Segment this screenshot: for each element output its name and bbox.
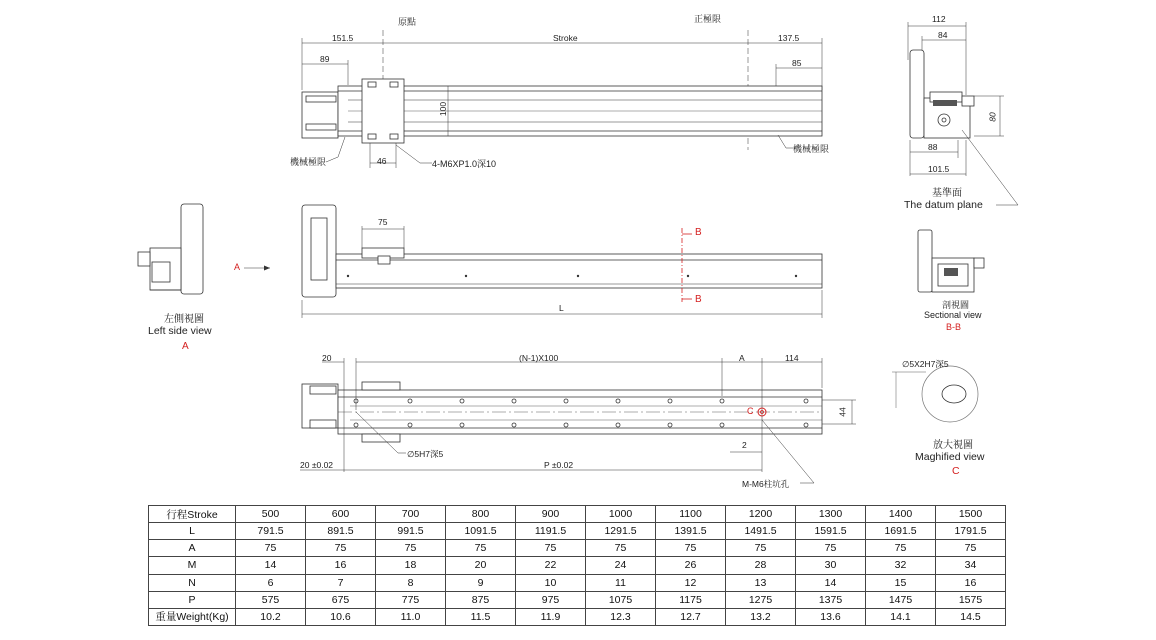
dim-80: 80 [987, 112, 998, 122]
table-cell: 15 [866, 574, 936, 591]
table-cell: 9 [446, 574, 516, 591]
table-cell: 32 [866, 557, 936, 574]
table-cell: 791.5 [236, 523, 306, 540]
table-cell: 14 [796, 574, 866, 591]
table-cell: 1200 [726, 506, 796, 523]
mech-limit-right: 機械極限 [793, 144, 830, 154]
table-cell: 1375 [796, 591, 866, 608]
row-header: 重量Weight(Kg) [149, 608, 236, 625]
arrow-a-label: A [234, 262, 241, 272]
table-cell: 900 [516, 506, 586, 523]
table-cell: 891.5 [306, 523, 376, 540]
dim-84: 84 [938, 30, 948, 40]
dim-L: L [559, 303, 564, 313]
table-cell: 11.5 [446, 608, 516, 625]
dim-stroke: Stroke [553, 33, 578, 43]
table-cell: 10.2 [236, 608, 306, 625]
datum-en: The datum plane [904, 199, 983, 211]
table-cell: 10.6 [306, 608, 376, 625]
table-cell: 700 [376, 506, 446, 523]
table-cell: 1791.5 [936, 523, 1006, 540]
table-cell: 1291.5 [586, 523, 656, 540]
dim-100: 100 [438, 101, 449, 117]
section-mark-bottom: B [695, 294, 702, 305]
table-cell: 1691.5 [866, 523, 936, 540]
table-cell: 75 [796, 540, 866, 557]
dim-114: 114 [785, 353, 799, 363]
table-cell: 16 [936, 574, 1006, 591]
table-cell: 75 [726, 540, 796, 557]
table-cell: 75 [866, 540, 936, 557]
table-cell: 800 [446, 506, 516, 523]
table-cell: 1175 [656, 591, 726, 608]
table-cell: 1191.5 [516, 523, 586, 540]
table-row [149, 591, 1006, 608]
table-cell: 18 [376, 557, 446, 574]
section-mark-top: B [695, 227, 702, 238]
table-cell: 1000 [586, 506, 656, 523]
callout-c: C [747, 406, 754, 416]
table-cell: 11 [586, 574, 656, 591]
table-cell: 1091.5 [446, 523, 516, 540]
table-cell: 75 [656, 540, 726, 557]
left-view-title-en: Left side view [148, 325, 212, 337]
dim-46: 46 [377, 156, 387, 166]
section-title-cn: 剖視圖 [942, 300, 970, 310]
table-cell: 1100 [656, 506, 726, 523]
table-cell: 75 [376, 540, 446, 557]
row-header: L [149, 523, 236, 540]
table-cell: 13.6 [796, 608, 866, 625]
datum-cn: 基準面 [932, 188, 962, 199]
table-row [149, 574, 1006, 591]
dim-44: 44 [837, 407, 848, 417]
table-cell: 24 [586, 557, 656, 574]
table-cell: 75 [446, 540, 516, 557]
table-cell: 75 [586, 540, 656, 557]
left-view-ref: A [182, 341, 189, 352]
row-header: A [149, 540, 236, 557]
dim-2: 2 [742, 440, 747, 450]
table-cell: 1475 [866, 591, 936, 608]
table-cell: 75 [936, 540, 1006, 557]
table-cell: 11.9 [516, 608, 586, 625]
table-row [149, 540, 1006, 557]
table-cell: 1575 [936, 591, 1006, 608]
table-cell: 991.5 [376, 523, 446, 540]
table-cell: 1391.5 [656, 523, 726, 540]
dim-20-tol: 20 ±0.02 [300, 460, 334, 470]
dim-A: A [739, 353, 745, 363]
table-cell: 22 [516, 557, 586, 574]
table-cell: 8 [376, 574, 446, 591]
dim-88: 88 [928, 142, 938, 152]
table-row [149, 506, 1006, 523]
thread-label: 4-M6XP1.0深10 [432, 159, 497, 169]
dim-20: 20 [322, 353, 332, 363]
dim-85: 85 [792, 58, 802, 68]
table-cell: 14.1 [866, 608, 936, 625]
table-cell: 12.7 [656, 608, 726, 625]
table-cell: 1491.5 [726, 523, 796, 540]
table-cell: 775 [376, 591, 446, 608]
row-header: P [149, 591, 236, 608]
table-cell: 11.0 [376, 608, 446, 625]
hole-label: ∅5H7深5 [407, 449, 444, 459]
row-header: 行程Stroke [149, 506, 236, 523]
table-cell: 1075 [586, 591, 656, 608]
table-cell: 28 [726, 557, 796, 574]
dim-112: 112 [932, 14, 946, 24]
table-cell: 600 [306, 506, 376, 523]
magnified-ref: C [952, 465, 960, 477]
table-cell: 75 [236, 540, 306, 557]
section-ref: B-B [946, 322, 962, 332]
magnified-title-cn: 放大視圖 [933, 440, 973, 451]
table-cell: 875 [446, 591, 516, 608]
table-cell: 30 [796, 557, 866, 574]
table-cell: 12.3 [586, 608, 656, 625]
dim-pitch: (N-1)X100 [519, 353, 559, 363]
dim-137-5: 137.5 [778, 33, 800, 43]
table-cell: 1300 [796, 506, 866, 523]
pos-limit-label: 正極限 [694, 14, 722, 24]
table-cell: 34 [936, 557, 1006, 574]
spec-table-body [149, 506, 1006, 626]
table-row [149, 608, 1006, 625]
table-cell: 1275 [726, 591, 796, 608]
table-cell: 1400 [866, 506, 936, 523]
table-cell: 14 [236, 557, 306, 574]
table-row [149, 557, 1006, 574]
table-cell: 1591.5 [796, 523, 866, 540]
table-cell: 975 [516, 591, 586, 608]
table-cell: 1500 [936, 506, 1006, 523]
counterbore-label: M-M6柱坑孔 [742, 479, 790, 489]
table-cell: 16 [306, 557, 376, 574]
spec-table [148, 505, 1006, 626]
section-title-en: Sectional view [924, 310, 982, 320]
origin-label: 原點 [398, 17, 417, 27]
table-cell: 575 [236, 591, 306, 608]
table-cell: 6 [236, 574, 306, 591]
table-cell: 500 [236, 506, 306, 523]
left-view-title-cn: 左側視圖 [164, 314, 204, 325]
table-cell: 10 [516, 574, 586, 591]
table-row [149, 523, 1006, 540]
table-cell: 26 [656, 557, 726, 574]
dim-89: 89 [320, 54, 330, 64]
mech-limit-left: 機械極限 [290, 157, 327, 167]
magnified-label: ∅5X2H7深5 [902, 359, 949, 369]
magnified-title-en: Maghified view [915, 451, 985, 463]
dim-151-5: 151.5 [332, 33, 354, 43]
dim-75: 75 [378, 217, 388, 227]
table-cell: 675 [306, 591, 376, 608]
table-cell: 75 [516, 540, 586, 557]
table-cell: 75 [306, 540, 376, 557]
table-cell: 14.5 [936, 608, 1006, 625]
row-header: N [149, 574, 236, 591]
table-cell: 13 [726, 574, 796, 591]
dim-P-tol: P ±0.02 [544, 460, 574, 470]
table-cell: 13.2 [726, 608, 796, 625]
row-header: M [149, 557, 236, 574]
table-cell: 12 [656, 574, 726, 591]
dim-101-5: 101.5 [928, 164, 950, 174]
table-cell: 20 [446, 557, 516, 574]
table-cell: 7 [306, 574, 376, 591]
